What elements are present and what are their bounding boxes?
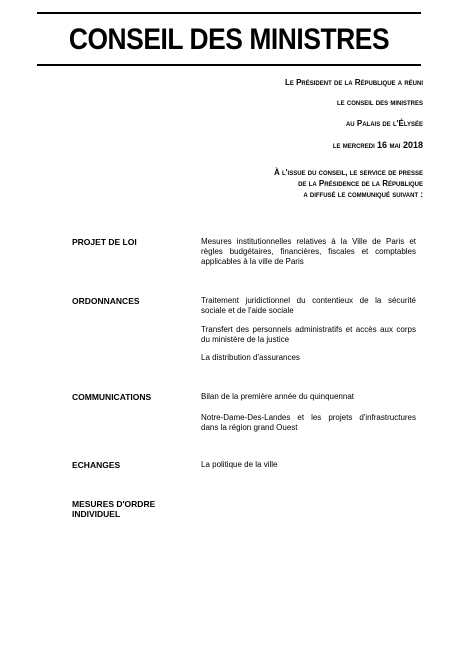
issue-statement: [183, 167, 423, 200]
section-label-echanges: ECHANGES: [72, 460, 121, 470]
document-title: CONSEIL DES MINISTRES: [68, 23, 390, 56]
item-communications-1: Bilan de la première année du quinquennat: [201, 392, 355, 401]
item-projet-de-loi-1: Mesures institutionnelles relatives à la Ville de Paris et règles budgétaires, financières, fiscales et comptables applicables à la ville de Paris: [201, 237, 416, 266]
issue-line-2: de la Présidence de la République: [298, 179, 423, 188]
section-label-mesures: [72, 499, 155, 519]
section-label-mesures-line-2: INDIVIDUEL: [72, 509, 121, 519]
header-conseil: le conseil des ministres: [336, 98, 423, 107]
item-ordonnances-1: Traitement juridictionnel du contentieux de la sécurité sociale et de l'aide sociale: [201, 296, 416, 315]
top-rule: [37, 12, 421, 14]
item-ordonnances-3: La distribution d'assurances: [201, 353, 300, 362]
item-communications-2: Notre-Dame-Des-Landes et les projets d'infrastructures dans la région grand Ouest: [201, 413, 416, 432]
section-label-ordonnances: ORDONNANCES: [72, 296, 140, 306]
section-label-projet-de-loi: PROJET DE LOI: [72, 237, 137, 247]
item-echanges-1: La politique de la ville: [201, 460, 278, 469]
section-label-communications: COMMUNICATIONS: [72, 392, 152, 402]
title-underline: [37, 64, 421, 66]
issue-line-1: À l'issue du conseil, le service de presse: [273, 168, 423, 177]
section-label-mesures-line-1: MESURES D'ORDRE: [72, 499, 156, 509]
header-president: Le Président de la République a réuni: [284, 78, 423, 87]
issue-line-3: a diffusé le communiqué suivant :: [303, 190, 423, 199]
date-prefix: le mercredi: [332, 141, 375, 150]
item-ordonnances-2: Transfert des personnels administratifs et accès aux corps du ministère de la justice: [201, 325, 416, 344]
date-value: 16 mai 2018: [376, 140, 423, 150]
header-date: [333, 140, 423, 150]
header-palais: au Palais de l'Élysée: [345, 119, 423, 128]
